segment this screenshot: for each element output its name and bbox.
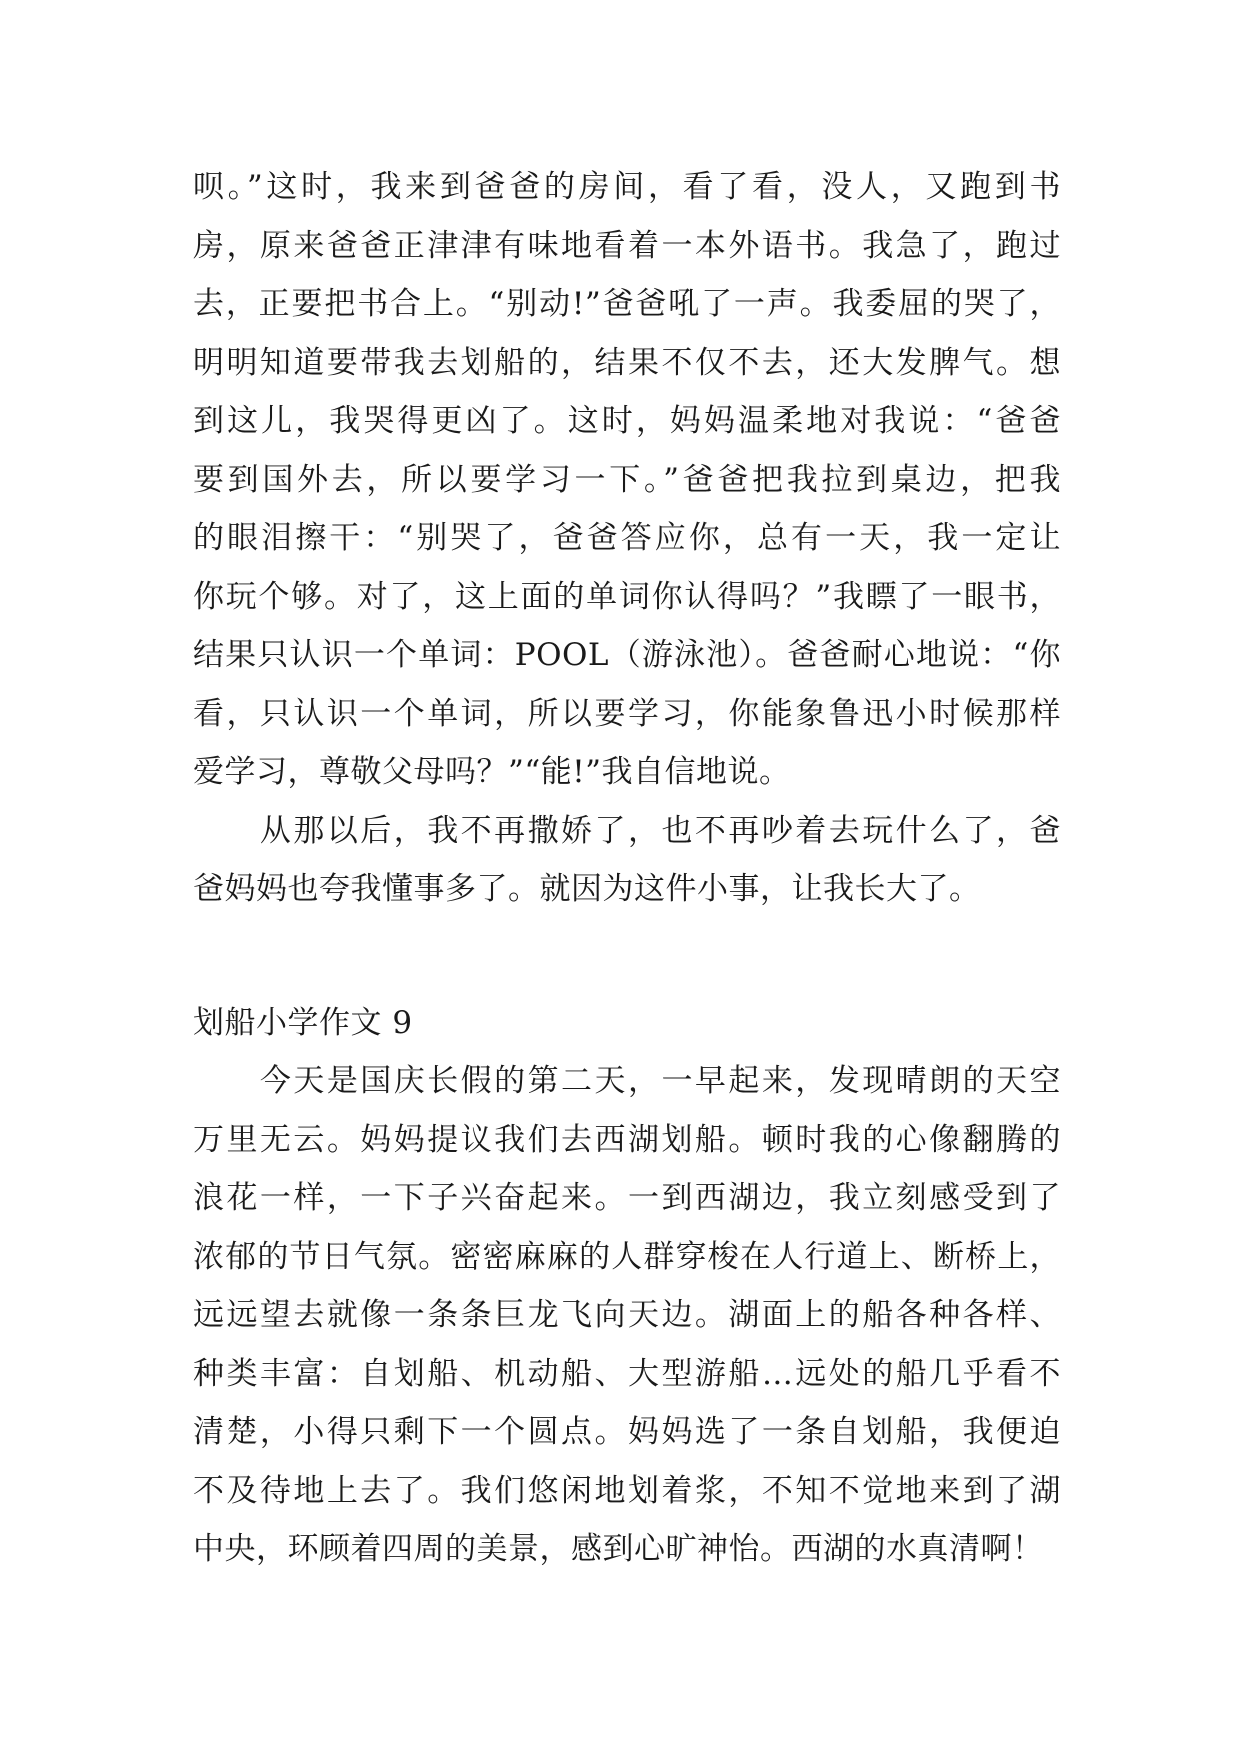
text-line: 你玩个够。对了，这上面的单词你认得吗？”我瞟了一眼书， [193,578,1061,615]
text-line: 爱学习，尊敬父母吗？”“能!”我自信地说。 [193,754,791,790]
section-title: 划船小学作文 9 [193,1004,413,1041]
text-line: 爸妈妈也夸我懂事多了。就因为这件小事，让我长大了。 [193,871,981,907]
text-line: 不及待地上去了。我们悠闲地划着浆，不知不觉地来到了湖 [193,1472,1061,1509]
text-line: 明明知道要带我去划船的，结果不仅不去，还大发脾气。想 [193,344,1061,381]
section-gap [193,919,1061,994]
text-line: 结果只认识一个单词：POOL（游泳池）。爸爸耐心地说：“你 [193,637,1061,673]
text-line: 今天是国庆长假的第二天，一早起来，发现晴朗的天空 [193,1063,1061,1099]
document-body [193,158,1061,1579]
text-line: 呗。”这时，我来到爸爸的房间，看了看，没人，又跑到书 [193,169,1061,205]
text-line: 从那以后，我不再撒娇了，也不再吵着去玩什么了，爸 [193,812,1061,849]
paragraph-conclusion [193,802,1061,919]
text-line: 房，原来爸爸正津津有味地看着一本外语书。我急了，跑过 [193,227,1061,264]
text-line: 到这儿，我哭得更凶了。这时，妈妈温柔地对我说：“爸爸 [193,403,1061,439]
text-line: 万里无云。妈妈提议我们去西湖划船。顿时我的心像翻腾的 [193,1121,1061,1158]
paragraph-continuation [193,158,1061,802]
text-line: 浓郁的节日气氛。密密麻麻的人群穿梭在人行道上、断桥上， [193,1238,1061,1275]
text-line: 看，只认识一个单词，所以要学习，你能象鲁迅小时候那样 [193,695,1061,732]
text-line: 种类丰富：自划船、机动船、大型游船…远处的船几乎看不 [193,1355,1061,1392]
text-line: 浪花一样，一下子兴奋起来。一到西湖边，我立刻感受到了 [193,1180,1061,1216]
text-line: 清楚，小得只剩下一个圆点。妈妈选了一条自划船，我便迫 [193,1414,1061,1450]
text-line: 中央，环顾着四周的美景，感到心旷神怡。西湖的水真清啊！ [193,1531,1044,1567]
text-line: 的眼泪擦干：“别哭了，爸爸答应你，总有一天，我一定让 [193,520,1061,556]
text-line: 远远望去就像一条条巨龙飞向天边。湖面上的船各种各样、 [193,1297,1061,1333]
text-line: 去，正要把书合上。“别动!”爸爸吼了一声。我委屈的哭了， [193,286,1061,322]
paragraph-essay-9 [193,1052,1061,1579]
text-line: 要到国外去，所以要学习一下。”爸爸把我拉到桌边，把我 [193,461,1061,498]
